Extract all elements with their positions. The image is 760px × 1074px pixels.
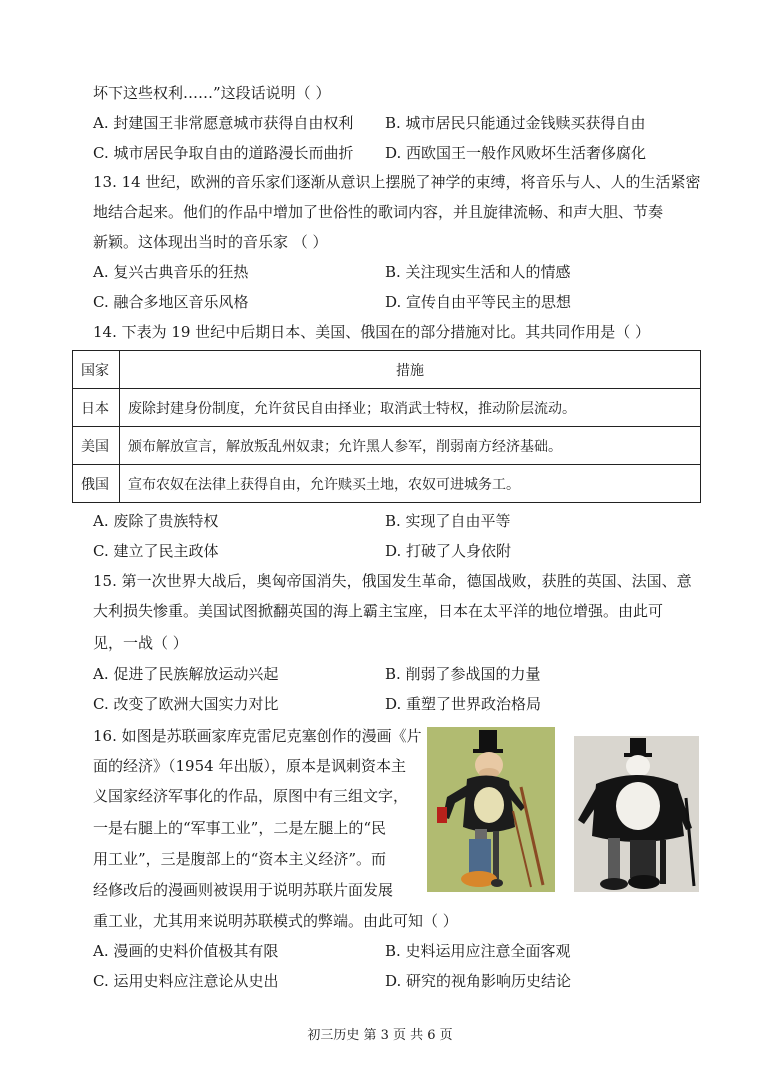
q16-option-d[interactable]: D. 研究的视角影响历史结论 [385, 972, 572, 990]
q13-option-b[interactable]: B. 关注现实生活和人的情感 [385, 263, 571, 281]
page-footer: 初三历史 第 3 页 共 6 页 [307, 1028, 453, 1043]
q13-option-c[interactable]: C. 融合多地区音乐风格 [93, 293, 249, 311]
q16-option-a[interactable]: A. 漫画的史料价值极其有限 [93, 942, 279, 960]
q15-option-a[interactable]: A. 促进了民族解放运动兴起 [93, 665, 279, 683]
q15-option-c[interactable]: C. 改变了欧洲大国实力对比 [93, 695, 279, 713]
q16-stem-line-5: 用工业”，三是腹部上的“资本主义经济”。而 [93, 850, 387, 868]
q15-stem-line-2: 大利损失惨重。美国试图掀翻英国的海上霸主宝座，日本在太平洋的地位增强。由此可 [93, 602, 664, 620]
q16-stem-line-3: 义国家经济军事化的作品，原图中有三组文字， [93, 787, 409, 805]
table-row [73, 465, 701, 503]
q13-stem-line-2: 地结合起来。他们的作品中增加了世俗性的歌词内容，并且旋律流畅、和声大胆、节奏 [93, 203, 664, 221]
q12-option-c[interactable]: C. 城市居民争取自由的道路漫长而曲折 [93, 144, 354, 162]
table-header-country: 国家 [73, 351, 120, 389]
q12-option-b[interactable]: B. 城市居民只能通过金钱赎买获得自由 [385, 114, 646, 132]
q16-stem-line-7: 重工业，尤其用来说明苏联模式的弊端。由此可知（ ） [93, 912, 458, 930]
q14-stem: 14. 下表为 19 世纪中后期日本、美国、俄国在的部分措施对比。其共同作用是（ ） [93, 323, 651, 341]
table-cell-measure: 宣布农奴在法律上获得自由，允许赎买土地，农奴可进城务工。 [120, 465, 701, 503]
q14-option-b[interactable]: B. 实现了自由平等 [385, 512, 511, 530]
q14-option-a[interactable]: A. 废除了贵族特权 [93, 512, 219, 530]
q12-option-a[interactable]: A. 封建国王非常愿意城市获得自由权利 [93, 114, 354, 132]
q16-stem-line-6: 经修改后的漫画则被误用于说明苏联片面发展 [93, 881, 394, 899]
q14-option-c[interactable]: C. 建立了民主政体 [93, 542, 219, 560]
q14-measures-table [72, 350, 701, 503]
table-cell-country: 美国 [73, 427, 120, 465]
q15-stem-line-3: 见，一战（ ） [93, 634, 188, 652]
table-header-row [73, 351, 701, 389]
table-cell-country: 日本 [73, 389, 120, 427]
q16-stem-line-4: 一是右腿上的“军事工业”，二是左腿上的“民 [93, 819, 387, 837]
q14-option-d[interactable]: D. 打破了人身依附 [385, 542, 512, 560]
table-cell-measure: 颁布解放宣言，解放叛乱州奴隶；允许黑人参军，削弱南方经济基础。 [120, 427, 701, 465]
q12-option-d[interactable]: D. 西欧国王一般作风败坏生活奢侈腐化 [385, 144, 647, 162]
table-row [73, 427, 701, 465]
table-cell-measure: 废除封建身份制度，允许贫民自由择业；取消武士特权，推动阶层流动。 [120, 389, 701, 427]
q12-stem-tail: 坏下这些权利……”这段话说明（ ） [93, 84, 331, 102]
q13-stem-line-1: 13. 14 世纪，欧洲的音乐家们逐渐从意识上摆脱了神学的束缚，将音乐与人、人的生活紧密 [93, 173, 701, 191]
table-header-measure: 措施 [120, 351, 701, 389]
q16-stem-line-2: 面的经济》（1954 年出版），原本是讽刺资本主 [93, 757, 406, 775]
q15-option-d[interactable]: D. 重塑了世界政治格局 [385, 695, 542, 713]
q13-stem-line-3: 新颖。这体现出当时的音乐家 （ ） [93, 233, 328, 251]
table-cell-country: 俄国 [73, 465, 120, 503]
cartoon-original-color-image [427, 727, 555, 892]
q16-option-b[interactable]: B. 史料运用应注意全面客观 [385, 942, 571, 960]
table-row [73, 389, 701, 427]
q13-option-d[interactable]: D. 宣传自由平等民主的思想 [385, 293, 572, 311]
q15-option-b[interactable]: B. 削弱了参战国的力量 [385, 665, 541, 683]
cartoon-modified-bw-image [574, 736, 699, 892]
q16-stem-line-1: 16. 如图是苏联画家库克雷尼克塞创作的漫画《片 [93, 727, 422, 745]
q15-stem-line-1: 15. 第一次世界大战后，奥匈帝国消失，俄国发生革命，德国战败，获胜的英国、法国、意 [93, 572, 692, 590]
q16-option-c[interactable]: C. 运用史料应注意论从史出 [93, 972, 279, 990]
q13-option-a[interactable]: A. 复兴古典音乐的狂热 [93, 263, 249, 281]
